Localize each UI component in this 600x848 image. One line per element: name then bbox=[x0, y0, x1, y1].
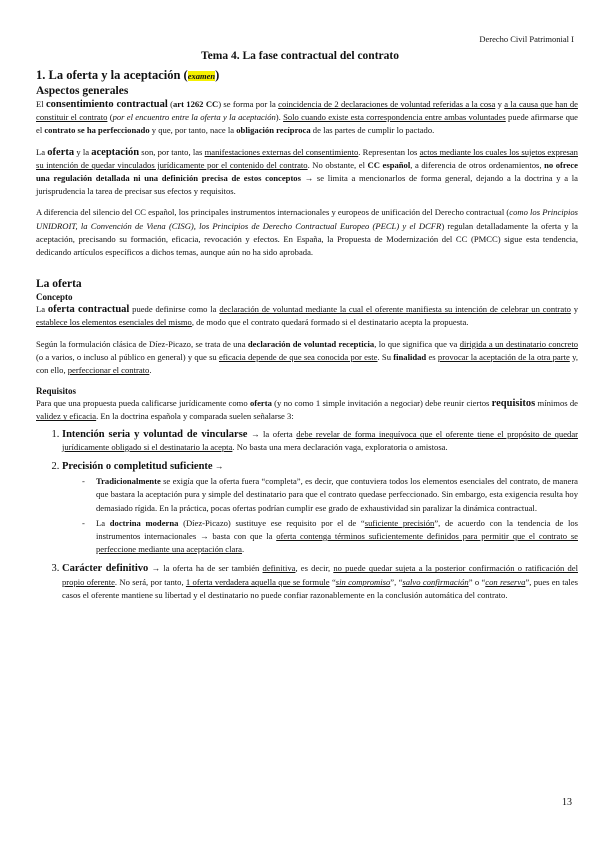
text: ( bbox=[167, 99, 173, 109]
underlined-italic-text: salvo confirmación bbox=[402, 576, 469, 587]
underlined-text: 1 oferta verdadera aquella que se formule bbox=[185, 576, 330, 587]
text: La bbox=[36, 304, 48, 315]
underlined-text: suficiente precisión bbox=[364, 517, 435, 528]
text: ”, “ bbox=[390, 576, 403, 587]
requisito-caracter-definitivo bbox=[62, 562, 578, 602]
text: y, con ello, bbox=[36, 351, 578, 376]
sublist-item-tradicional bbox=[82, 475, 578, 515]
bold-term: requisitos bbox=[491, 398, 536, 410]
document-body bbox=[36, 68, 578, 608]
subheading-requisitos: Requisitos bbox=[36, 386, 77, 397]
bold-term: declaración de voluntad recepticia bbox=[247, 338, 375, 349]
subheading-concepto: Concepto bbox=[36, 292, 73, 303]
page-number: 13 bbox=[562, 797, 572, 808]
bold-term: consentimiento contractual bbox=[45, 99, 168, 110]
underlined-text: manifestaciones externas del consentimiento bbox=[204, 146, 359, 157]
text: puede definirse como la bbox=[129, 304, 220, 315]
paragraph-requisitos-intro bbox=[36, 397, 578, 423]
text: y bbox=[495, 99, 505, 109]
text: , lo que significa que va bbox=[374, 338, 460, 349]
text: . No basta una mera declaración vaga, exploratoria o amistosa. bbox=[232, 441, 448, 452]
bold-term: oferta contractual bbox=[47, 304, 130, 316]
paren-close: ) bbox=[215, 68, 220, 82]
text: La bbox=[96, 517, 110, 528]
text: . Su bbox=[377, 351, 394, 362]
course-header: Derecho Civil Patrimonial I bbox=[479, 34, 574, 44]
spacer bbox=[36, 267, 578, 277]
bold-term: obligación recíproca bbox=[236, 125, 311, 136]
text: . bbox=[242, 544, 245, 555]
text: Según la formulación clásica de Díez-Picazo, se trata de una bbox=[36, 338, 248, 349]
underlined-text: coincidencia de 2 declaraciones de voluntad referidas a la cosa bbox=[278, 99, 496, 109]
underlined-text: declaración de voluntad mediante la cual el oferente manifiesta su intención de celebrar un contrato bbox=[219, 304, 571, 315]
requisito-title: Carácter definitivo bbox=[62, 563, 149, 575]
text: , es decir, bbox=[295, 563, 334, 574]
text: . No obstante, el bbox=[307, 159, 368, 170]
italic-text: por el encuentro entre la oferta y la aceptación bbox=[112, 112, 276, 123]
exam-tag: examen bbox=[187, 71, 216, 81]
text: ” o “ bbox=[468, 576, 486, 587]
bold-term: finalidad bbox=[393, 351, 427, 362]
underlined-text: a la causa que han de constituir el contrato bbox=[36, 99, 578, 123]
underlined-text: establece los elementos esenciales del mismo bbox=[36, 317, 192, 328]
text: . No será, por tanto, bbox=[114, 576, 186, 587]
text: y la bbox=[74, 146, 92, 157]
page-title: Tema 4. La fase contractual del contrato bbox=[201, 50, 399, 62]
precision-sublist bbox=[62, 475, 578, 556]
paragraph-oferta-definicion bbox=[36, 303, 578, 329]
text: son, por tanto, las bbox=[139, 146, 205, 157]
requisitos-list bbox=[36, 428, 578, 602]
underlined-text: dirigida a un destinatario concreto bbox=[459, 338, 579, 349]
text: de las partes de cumplir lo pactado. bbox=[310, 125, 435, 136]
bold-term: no ofrece una regulación detallada ni una definición precisa de estos conceptos bbox=[36, 159, 578, 184]
text: y que, por tanto, nace la bbox=[149, 125, 237, 136]
text: mínimos de bbox=[535, 398, 578, 409]
text: puede afirmarse que el bbox=[36, 112, 578, 136]
italic-text: como los Principios UNIDROIT, la Convención de Viena (CISG), los Principios de Derecho Contractual Europeo (PECL) y el DCFR bbox=[36, 207, 578, 231]
underlined-text: provocar la aceptación de la otra parte bbox=[437, 351, 570, 362]
text: ”, de acuerdo con la tendencia de los instrumentos internacionales → basta con que la bbox=[96, 517, 579, 542]
text: ). bbox=[275, 112, 284, 123]
text: . En la doctrina española y comparada suelen señalarse 3: bbox=[96, 411, 294, 422]
text: Para que una propuesta pueda calificarse jurídicamente como bbox=[36, 398, 250, 409]
sublist-item-doctrina-moderna bbox=[82, 517, 578, 557]
underlined-text: debe revelar de forma inequívoca que el oferente tiene el propósito de quedar jurídicamente obligado si el destinatario la acepta bbox=[62, 428, 578, 452]
text: → la oferta bbox=[247, 428, 297, 439]
arrow-text: → bbox=[212, 461, 224, 472]
requisito-title: Precisión o completitud suficiente bbox=[62, 461, 213, 473]
requisito-title: Intención seria y voluntad de vincularse bbox=[62, 428, 248, 440]
underlined-text: definitiva bbox=[262, 563, 296, 574]
requisito-intencion-seria bbox=[62, 428, 578, 454]
bold-term: CC español bbox=[367, 159, 411, 170]
underlined-text: eficacia depende de que sea conocida por este bbox=[218, 351, 378, 362]
paragraph-oferta-aceptacion bbox=[36, 146, 578, 199]
underlined-text: perfeccionar el contrato bbox=[67, 365, 150, 376]
text: → se limita a mencionarlos de forma general, dejando a la doctrina y a la jurisprudencia la tarea de precisar sus efectos y requisitos. bbox=[36, 173, 578, 197]
underlined-text: no puede quedar sujeta a la posterior confirmación o ratificación del propio oferente bbox=[62, 563, 578, 587]
requisito-precision bbox=[62, 460, 578, 556]
text: , a diferencia de otros ordenamientos, bbox=[410, 159, 545, 170]
text: ”, pues en tales casos el oferente mantiene su libertad y el destinatario no puede confiar razonablemente en la conclusión automática del contrato. bbox=[62, 576, 578, 600]
underlined-text: oferta contenga términos suficientemente definidos para permitir que el contrato se perfeccione mediante una aceptación clara bbox=[96, 531, 578, 555]
text: La bbox=[36, 146, 48, 157]
text: es bbox=[426, 351, 438, 362]
text: ) regulan detalladamente la oferta y la aceptación, precisando su formación, eficacia, revocación y efectos. En España, la Propuesta de Modernización del CC (PMCC) sigue esta tendencia, dedicando artículos específicos a dichos temas, aunque aún no ha sido aprobada. bbox=[36, 220, 578, 258]
underlined-italic-text: sin compromiso bbox=[335, 576, 391, 587]
bold-term: oferta bbox=[47, 146, 75, 158]
text: . bbox=[149, 365, 152, 376]
text: “ bbox=[329, 576, 336, 587]
text: ) se forma por la bbox=[218, 99, 279, 109]
bold-term: aceptación bbox=[91, 146, 140, 158]
bold-term: contrato se ha perfeccionado bbox=[44, 125, 150, 136]
subheading-aspectos-generales: Aspectos generales bbox=[36, 85, 129, 97]
text: . Representan los bbox=[358, 146, 420, 157]
bold-term: doctrina moderna bbox=[109, 517, 179, 528]
text: (Díez-Picazo) sustituye ese requisito por el de “ bbox=[178, 517, 365, 528]
text: El bbox=[36, 99, 46, 109]
bold-term: art 1262 CC bbox=[172, 99, 219, 109]
underlined-italic-text: con reserva bbox=[485, 576, 526, 587]
text: y bbox=[570, 304, 578, 315]
paragraph-consentimiento bbox=[36, 98, 578, 138]
text: se exigía que la oferta fuera “completa”, es decir, que contuviera todos los elementos esenciales del contrato, de manera que bastara la aceptación pura y simple del destinatario para que el contrato quedase perfeccionado. Sin embargo, esta exigencia resulta hoy demasiado rígida. En la práctica, pocas ofertas podrían cumplir ese grado de exhaustividad sin paralizar la dinámica contractual. bbox=[96, 476, 578, 513]
section-heading-text: 1. La oferta y la aceptación bbox=[36, 68, 181, 82]
section-heading-la-oferta: La oferta bbox=[36, 278, 82, 291]
section-heading-oferta-aceptacion bbox=[36, 68, 578, 84]
bold-term: Tradicionalmente bbox=[96, 476, 161, 487]
text: A diferencia del silencio del CC español, los principales instrumentos internacionales y europeos de unificación del Derecho contractual ( bbox=[36, 207, 510, 218]
underlined-text: actos mediante los cuales los sujetos expresan su intención de quedar vinculados jurídicamente por el contenido del contrato bbox=[36, 146, 578, 170]
paragraph-instrumentos-internacionales bbox=[36, 206, 578, 259]
text: → la oferta ha de ser también bbox=[148, 563, 263, 574]
underlined-text: validez y eficacia bbox=[36, 411, 97, 422]
bold-term: oferta bbox=[249, 398, 272, 409]
text: (y no como 1 simple invitación a negociar) debe reunir ciertos bbox=[271, 398, 492, 409]
paren-open: ( bbox=[180, 68, 188, 82]
text: ( bbox=[107, 112, 113, 123]
paragraph-diez-picazo bbox=[36, 338, 578, 378]
text: (o a varios, o incluso al público en general) y que su bbox=[36, 351, 219, 362]
underlined-text: Solo cuando existe esta correspondencia entre ambas voluntades bbox=[283, 112, 506, 123]
text: , de modo que el contrato quedará formado si el destinatario acepta la propuesta. bbox=[191, 317, 469, 328]
